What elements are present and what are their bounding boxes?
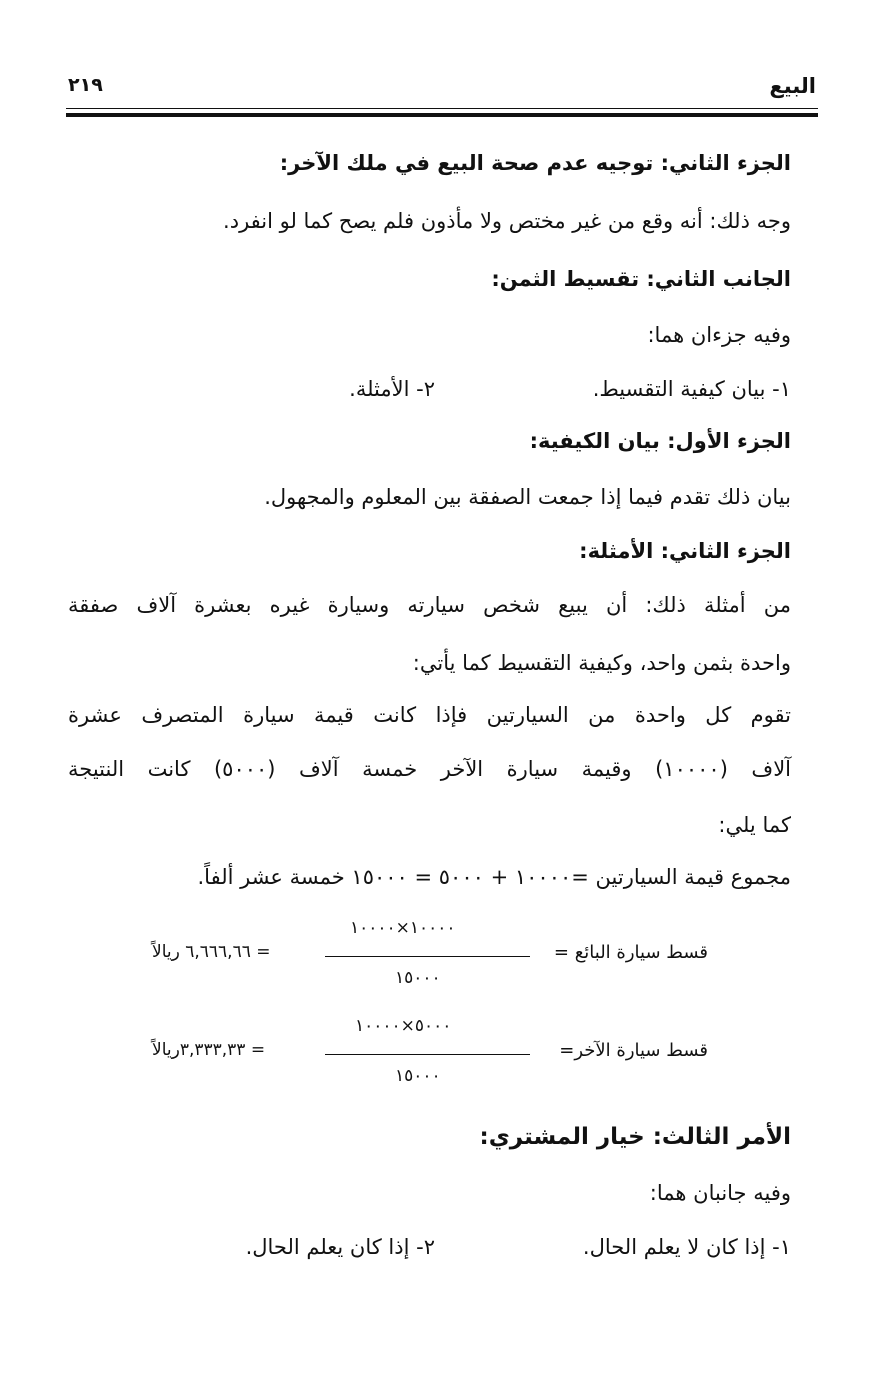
body-line: بيان ذلك تقدم فيما إذا جمعت الصفقة بين المعلوم والمجهول. [264, 485, 791, 509]
list-item-2: ٢- الأمثلة. [349, 377, 435, 401]
fraction-bar [325, 1054, 530, 1055]
subheading-examples: الجزء الثاني: الأمثلة: [579, 539, 791, 563]
body-line: وفيه جزءان هما: [647, 323, 791, 347]
formula-result: = ٣,٣٣٣,٣٣ريالاً [152, 1040, 266, 1060]
list-item-2: ٢- إذا كان يعلم الحال. [245, 1235, 435, 1259]
body-line: وجه ذلك: أنه وقع من غير مختص ولا مأذون فلم يصح كما لو انفرد. [223, 209, 791, 233]
fraction-denominator: ١٥٠٠٠ [395, 1066, 441, 1086]
body-line: كما يلي: [718, 813, 791, 837]
total-equation: مجموع قيمة السيارتين =١٠٠٠٠ + ٥٠٠٠ = ١٥٠٠٠ خمسة عشر ألفاً. [197, 865, 791, 889]
chapter-title: البيع [769, 74, 816, 98]
body-line: آلاف (١٠٠٠٠) وقيمة سيارة الآخر خمسة آلاف (٥٠٠٠) كانت النتيجة [68, 757, 792, 781]
section-heading-buyer-option: الأمر الثالث: خيار المشتري: [479, 1124, 791, 1150]
fraction-bar [325, 956, 530, 957]
formula-label: قسط سيارة الآخر= [559, 1040, 708, 1061]
formula-result: = ٦,٦٦٦,٦٦ ريالاً [152, 942, 271, 962]
list-item-1: ١- إذا كان لا يعلم الحال. [582, 1235, 791, 1259]
body-line: من أمثلة ذلك: أن يبيع شخص سيارته وسيارة غيره بعشرة آلاف صفقة [68, 593, 791, 617]
formula-other-share [140, 1014, 720, 1094]
header-rule-thin [66, 108, 818, 109]
body-line: وفيه جانبان هما: [649, 1181, 791, 1205]
body-line: واحدة بثمن واحد، وكيفية التقسيط كما يأتي: [412, 651, 791, 675]
header-rule-thick [66, 113, 818, 117]
fraction-numerator: ١٠٠٠٠×١٠٠٠٠ [350, 918, 456, 938]
fraction-numerator: ٥٠٠٠×١٠٠٠٠ [355, 1016, 452, 1036]
fraction-denominator: ١٥٠٠٠ [395, 968, 441, 988]
body-line: تقوم كل واحدة من السيارتين فإذا كانت قيمة سيارة المتصرف عشرة [68, 703, 791, 727]
list-item-1: ١- بيان كيفية التقسيط. [592, 377, 791, 401]
running-header [66, 70, 818, 104]
section-heading-installment: الجانب الثاني: تقسيط الثمن: [491, 267, 791, 291]
subheading-part-one: الجزء الأول: بيان الكيفية: [529, 429, 791, 453]
formula-label: قسط سيارة البائع = [553, 942, 708, 963]
formula-seller-share [140, 916, 720, 996]
page-number: ٢١٩ [68, 74, 103, 96]
subheading-part-two-reason: الجزء الثاني: توجيه عدم صحة البيع في ملك الآخر: [279, 151, 791, 175]
